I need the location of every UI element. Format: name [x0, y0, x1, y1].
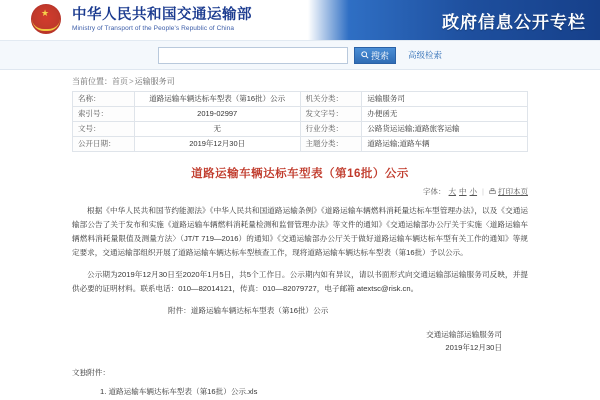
meta-table-wrap [72, 91, 528, 152]
font-size-large[interactable]: 大 [448, 187, 457, 196]
list-item [100, 385, 528, 399]
print-button[interactable] [489, 186, 528, 197]
banner [308, 0, 600, 40]
meta-label-docnumber: 发文字号： [300, 107, 362, 122]
table-row [73, 137, 528, 152]
meta-label-topic: 主题分类： [300, 137, 362, 152]
advanced-search-link[interactable]: 高级检索 [407, 50, 442, 60]
document-meta-table [72, 91, 528, 152]
table-row [73, 92, 528, 107]
meta-value-name: 道路运输车辆达标车型表（第16批）公示 [134, 92, 300, 107]
table-row [73, 107, 528, 122]
paragraph-2: 公示期为2019年12月30日至2020年1月5日，共5个工作日。公示期内如有异议，请以书面形式向交通运输部运输服务司反映，并提供必要的证明材料。联系电话：010—82014121，传真：010—82079727，电子邮箱 atextsc@risk.cn。 [72, 270, 528, 293]
attachment-index: 1. [100, 387, 107, 396]
search-button-label: 搜索 [370, 50, 389, 61]
meta-label-name: 名称： [73, 92, 135, 107]
table-row [73, 122, 528, 137]
search-input[interactable] [158, 47, 348, 64]
site-header [0, 0, 600, 40]
print-button-label: 打印本页 [498, 187, 528, 196]
toolbar-divider: | [482, 187, 484, 196]
font-size-label: 字体： [423, 187, 446, 196]
font-size-medium[interactable]: 中 [459, 187, 467, 196]
paragraph-1: 根据《中华人民共和国节约能源法》《中华人民共和国道路运输条例》《道路运输车辆燃料消耗量达标车型管理办法》，以及《交通运输部公告了关于发布和实施《道路运输车辆燃料消耗量检测和监督管理办法》等文件的通知》《交通运输部办公厅关于实施〈道路运输车辆燃料消耗量限值及测量方法〉（JT/T 719—2016）的通知》《交通运输部办公厅关于做好道路运输车辆达标车型有关工作的通知》等规定要求，交通运输部组织开展了道路运输车辆达标车型核查工作，现将道路运输车辆达标车型表（第16批）予以公示。 [72, 206, 528, 257]
page-title: 道路运输车辆达标车型表（第16批）公示 [191, 168, 409, 180]
search-bar [0, 40, 600, 70]
printer-icon [489, 188, 496, 195]
meta-value-topic: 道路运输;道路车辆 [362, 137, 528, 152]
document-body [72, 204, 528, 399]
ministry-name-cn: 中华人民共和国交通运输部 [72, 6, 252, 23]
breadcrumb [0, 70, 600, 91]
national-emblem-icon: ★ [28, 3, 64, 37]
signature-date: 2019年12月30日 [445, 343, 502, 352]
meta-value-index: 2019-02997 [134, 107, 300, 122]
font-size-small[interactable]: 小 [469, 187, 478, 196]
inline-attachment-note: 附件：道路运输车辆达标车型表（第16批）公示 [168, 306, 329, 315]
signature-block [72, 328, 528, 354]
meta-label-wenhao: 文号： [73, 122, 135, 137]
search-icon [361, 51, 369, 59]
document-toolbar [0, 181, 600, 197]
banner-title: 政府信息公开专栏 [442, 12, 586, 32]
meta-label-agency: 机关分类： [300, 92, 362, 107]
search-button[interactable] [354, 47, 396, 64]
meta-value-publishdate: 2019年12月30日 [134, 137, 300, 152]
meta-value-docnumber: 办便函无 [362, 107, 528, 122]
meta-value-agency: 运输服务司 [362, 92, 528, 107]
breadcrumb-item-department[interactable]: 运输服务司 [134, 77, 175, 86]
breadcrumb-item-home[interactable]: 首页 [112, 77, 128, 86]
meta-value-wenhao: 无 [134, 122, 300, 137]
breadcrumb-prefix: 当前位置： [72, 77, 112, 86]
signature-org: 交通运输部运输服务司 [426, 330, 502, 339]
meta-label-index: 索引号： [73, 107, 135, 122]
attachments-heading: 文独附件： [72, 368, 110, 377]
breadcrumb-separator: > [129, 77, 134, 86]
attachments-list [72, 385, 528, 399]
ministry-name [72, 7, 252, 34]
meta-value-industry: 公路货运运输;道路旅客运输 [362, 122, 528, 137]
attachment-link[interactable]: 道路运输车辆达标车型表（第16批）公示.xls [108, 387, 258, 396]
meta-label-publishdate: 公开日期： [73, 137, 135, 152]
meta-label-industry: 行业分类： [300, 122, 362, 137]
ministry-name-en: Ministry of Transport of the People's Republic of China [72, 24, 235, 32]
